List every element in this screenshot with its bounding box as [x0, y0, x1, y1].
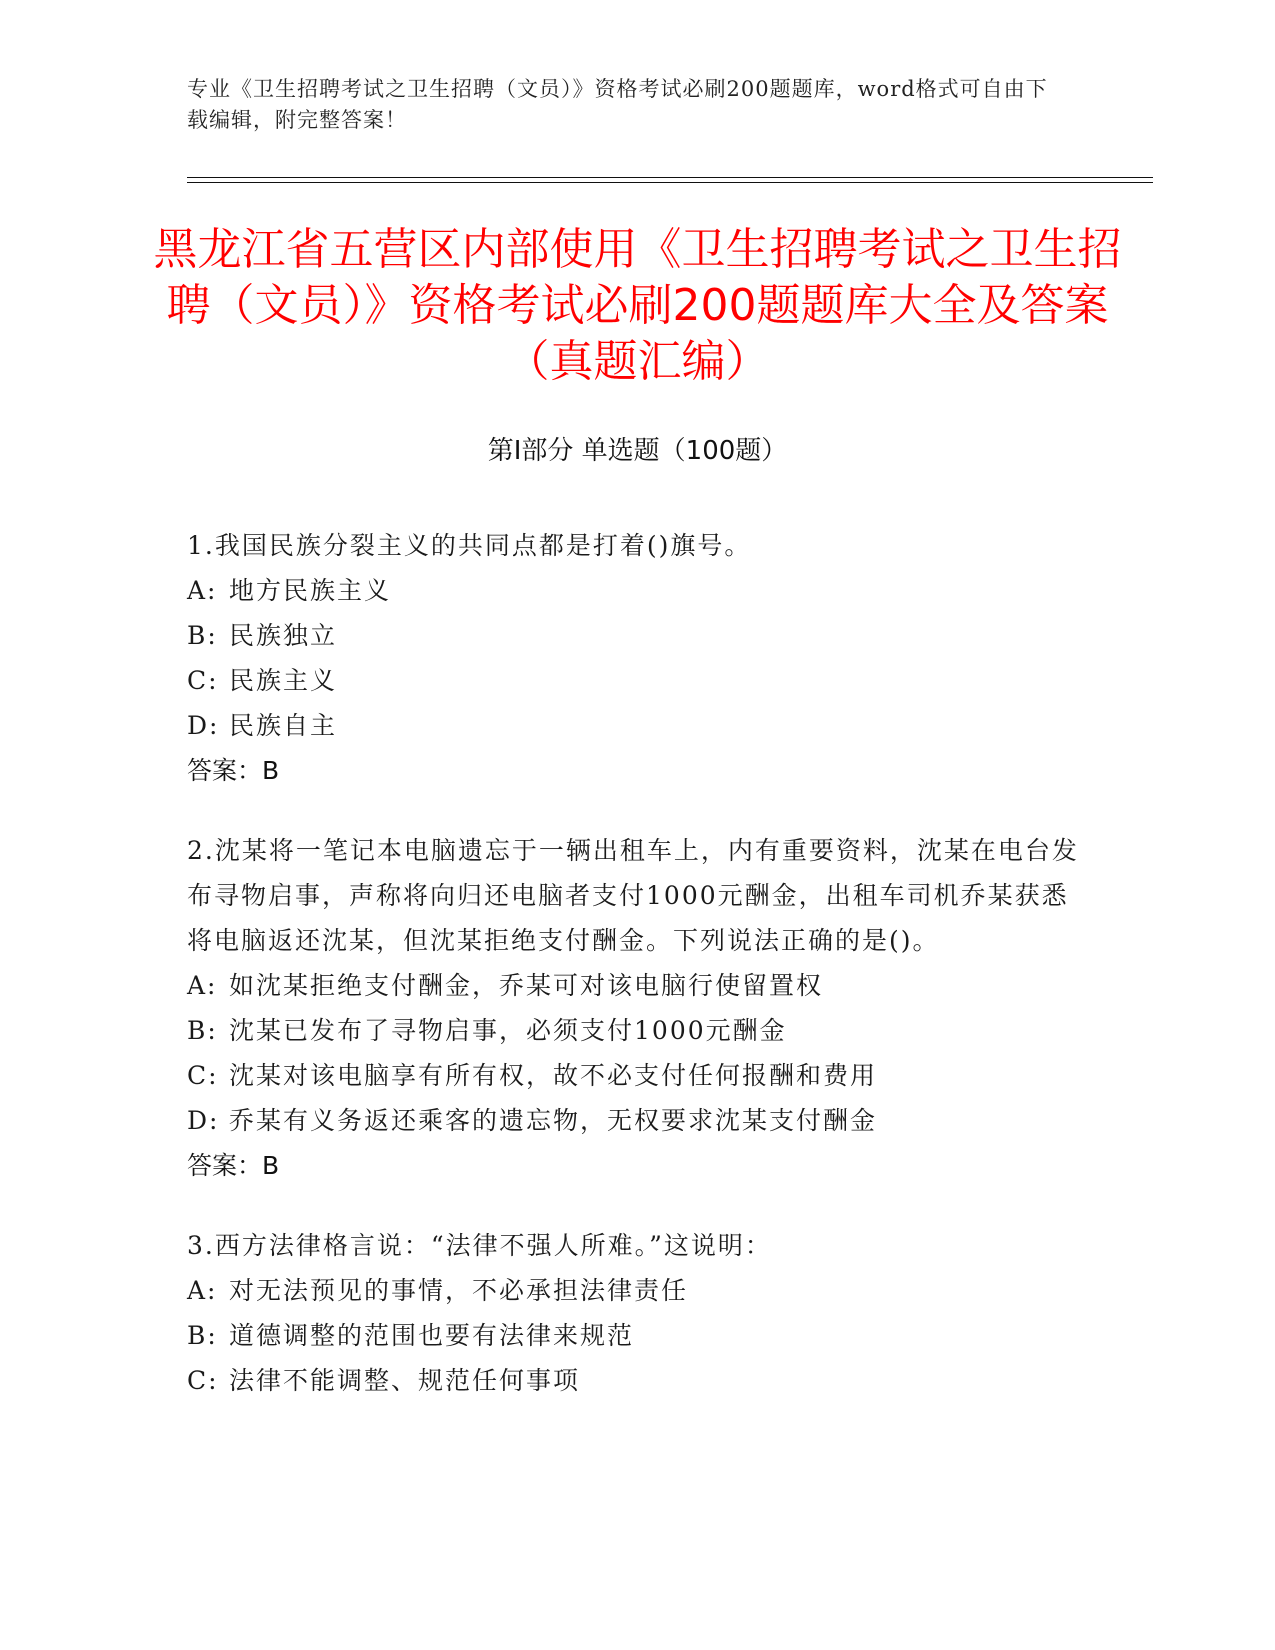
- option-c: [187, 658, 1087, 703]
- option-text: 乔某有义务返还乘客的遗忘物，无权要求沈某支付酬金: [229, 1106, 878, 1135]
- option-a: [187, 1268, 1087, 1313]
- question-stem: 3.西方法律格言说：“法律不强人所难。”这说明：: [187, 1231, 772, 1260]
- option-letter: C:: [187, 1366, 219, 1395]
- option-letter: C:: [187, 1061, 219, 1090]
- question-stem: 2.沈某将一笔记本电脑遗忘于一辆出租车上，内有重要资料，沈某在电台发布寻物启事，声称将向归还电脑者支付1000元酬金，出租车司机乔某获悉将电脑返还沈某，但沈某拒绝支付酬金。下列说法正确的是()。: [187, 836, 1079, 955]
- option-a: [187, 963, 1087, 1008]
- option-letter: A:: [187, 971, 218, 1000]
- option-letter: A:: [187, 1276, 218, 1305]
- option-text: 如沈某拒绝支付酬金，乔某可对该电脑行使留置权: [229, 971, 824, 1000]
- section-title: 第Ⅰ部分 单选题（100题）: [487, 436, 788, 466]
- question-2: [187, 828, 1087, 1188]
- option-c: [187, 1358, 1087, 1403]
- option-text: 道德调整的范围也要有法律来规范: [229, 1321, 635, 1350]
- header-note: 专业《卫生招聘考试之卫生招聘（文员）》资格考试必刷200题题库，word格式可自由下载编辑，附完整答案！: [187, 77, 1048, 132]
- question-3: [187, 1223, 1087, 1403]
- header-rule-top: [187, 177, 1153, 178]
- option-c: [187, 1053, 1087, 1098]
- option-text: 沈某对该电脑享有所有权，故不必支付任何报酬和费用: [229, 1061, 878, 1090]
- option-letter: C:: [187, 666, 219, 695]
- option-letter: D:: [187, 711, 220, 740]
- option-b: [187, 1313, 1087, 1358]
- option-d: [187, 1098, 1087, 1143]
- option-text: 民族自主: [229, 711, 338, 740]
- option-text: 法律不能调整、规范任何事项: [229, 1366, 581, 1395]
- header-rule-bottom: [187, 182, 1153, 183]
- option-letter: B:: [187, 1321, 218, 1350]
- option-text: 民族主义: [229, 666, 338, 695]
- option-b: [187, 613, 1087, 658]
- option-letter: B:: [187, 621, 218, 650]
- option-b: [187, 1008, 1087, 1053]
- option-text: 地方民族主义: [229, 576, 392, 605]
- option-a: [187, 568, 1087, 613]
- option-letter: B:: [187, 1016, 218, 1045]
- option-d: [187, 703, 1087, 748]
- option-letter: A:: [187, 576, 218, 605]
- answer-line: 答案：B: [187, 756, 280, 785]
- option-text: 对无法预见的事情，不必承担法律责任: [229, 1276, 689, 1305]
- question-list: [187, 523, 1087, 1438]
- option-text: 沈某已发布了寻物启事，必须支付1000元酬金: [229, 1016, 787, 1045]
- option-letter: D:: [187, 1106, 220, 1135]
- document-title: 黑龙江省五营区内部使用《卫生招聘考试之卫生招聘（文员）》资格考试必刷200题题库大全及答案（真题汇编）: [153, 224, 1122, 387]
- answer-line: 答案：B: [187, 1151, 280, 1180]
- option-text: 民族独立: [229, 621, 338, 650]
- question-1: [187, 523, 1087, 793]
- question-stem: 1.我国民族分裂主义的共同点都是打着()旗号。: [187, 531, 752, 560]
